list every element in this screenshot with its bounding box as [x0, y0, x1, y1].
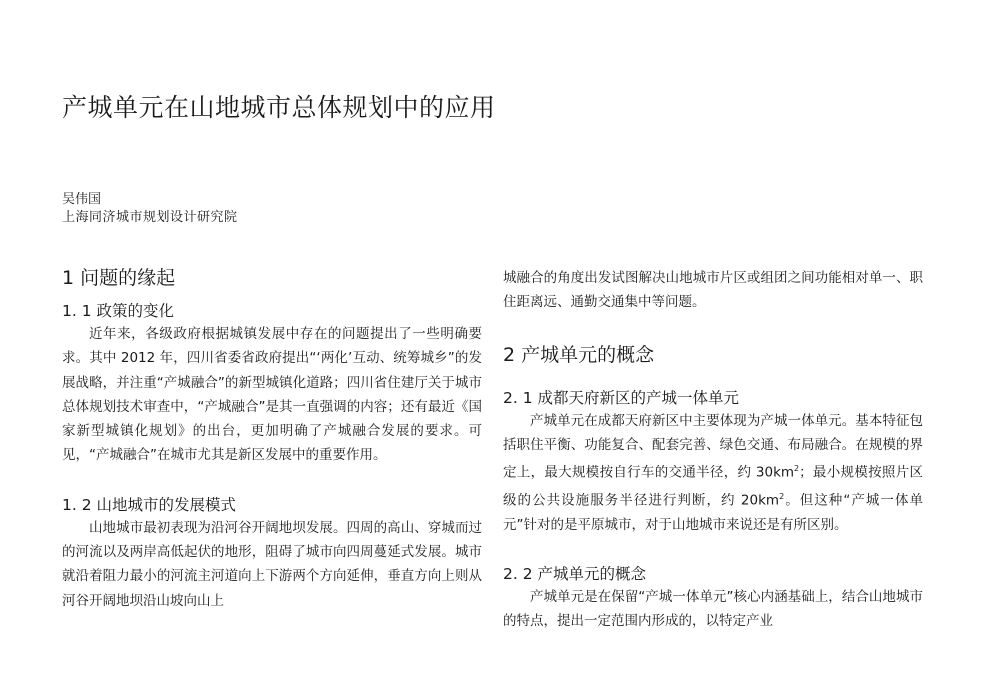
subsection-1-2-paragraph: 山地城市最初表现为沿河谷开阔地坝发展。四周的高山、穿城而过的河流以及两岸高低起伏的地形，阻碍了城市向四周蔓延式发展。城市就沿着阻力最小的河流主河道向上下游两个方向延伸，垂直方向上则从河谷开阔地坝沿山坡向山上 — [62, 519, 482, 609]
subsection-2-1-text-a: 产城单元在成都天府新区中主要体现为产城一体单元。基本特征包括职住平衡、功能复合、配套完善、绿色交通、布局融合。在规模的界定上，最大规模按自行车的交通半径，约 30km — [503, 412, 923, 481]
subsection-2-1-text-b: ；最小规模按照片区级的公共设施服务半径进行判断，约 20km — [503, 464, 924, 509]
author-name: 吴伟国 — [62, 192, 102, 207]
subsection-1-1-heading: 1. 1 政策的变化 — [62, 302, 175, 320]
subsection-1-2-heading: 1. 2 山地城市的发展模式 — [62, 495, 237, 514]
subsection-1-1-paragraph: 近年来，各级政府根据城镇发展中存在的问题提出了一些明确要求。其中 2012 年，四川省委省政府提出“‘两化’互动、统筹城乡”的发展战略，并注重“产城融合”的新型城镇化道路；四川省住建厅关于城市总体规划技术审查中，“产城融合”是其一直强调的内容；还有最近《国家新型城镇化规划》的出台，更加明确了产城融合发展的要求。可见，“产城融合”在城市尤其是新区发展中的重要作用。 — [62, 326, 482, 464]
subsection-2-2-paragraph: 产城单元是在保留“产城一体单元”核心内涵基础上，结合山地城市的特点，提出一定范围内形成的，以特定产业 — [503, 589, 923, 630]
continued-paragraph: 城融合的角度出发试图解决山地城市片区或组团之间功能相对单一、职住距离远、通勤交通集中等问题。 — [503, 270, 923, 311]
paper-title: 产城单元在山地城市总体规划中的应用 — [62, 93, 496, 122]
author-affiliation: 上海同济城市规划设计研究院 — [62, 210, 238, 225]
area-superscript: 2 — [779, 491, 785, 501]
subsection-2-1-heading: 2. 1 成都天府新区的产城一体单元 — [503, 388, 740, 407]
right-column — [503, 266, 923, 634]
subsection-2-1-paragraph — [503, 409, 923, 537]
section-1-heading: 1 问题的缘起 — [62, 267, 176, 289]
area-superscript: 2 — [794, 464, 800, 474]
left-column — [62, 264, 482, 613]
subsection-2-1-text-c: 。但这种“产城一体单元”针对的是平原城市，对于山地城市来说还是有所区别。 — [503, 492, 924, 533]
subsection-2-2-heading: 2. 2 产城单元的概念 — [503, 565, 647, 584]
section-2-heading: 2 产城单元的概念 — [503, 343, 655, 366]
